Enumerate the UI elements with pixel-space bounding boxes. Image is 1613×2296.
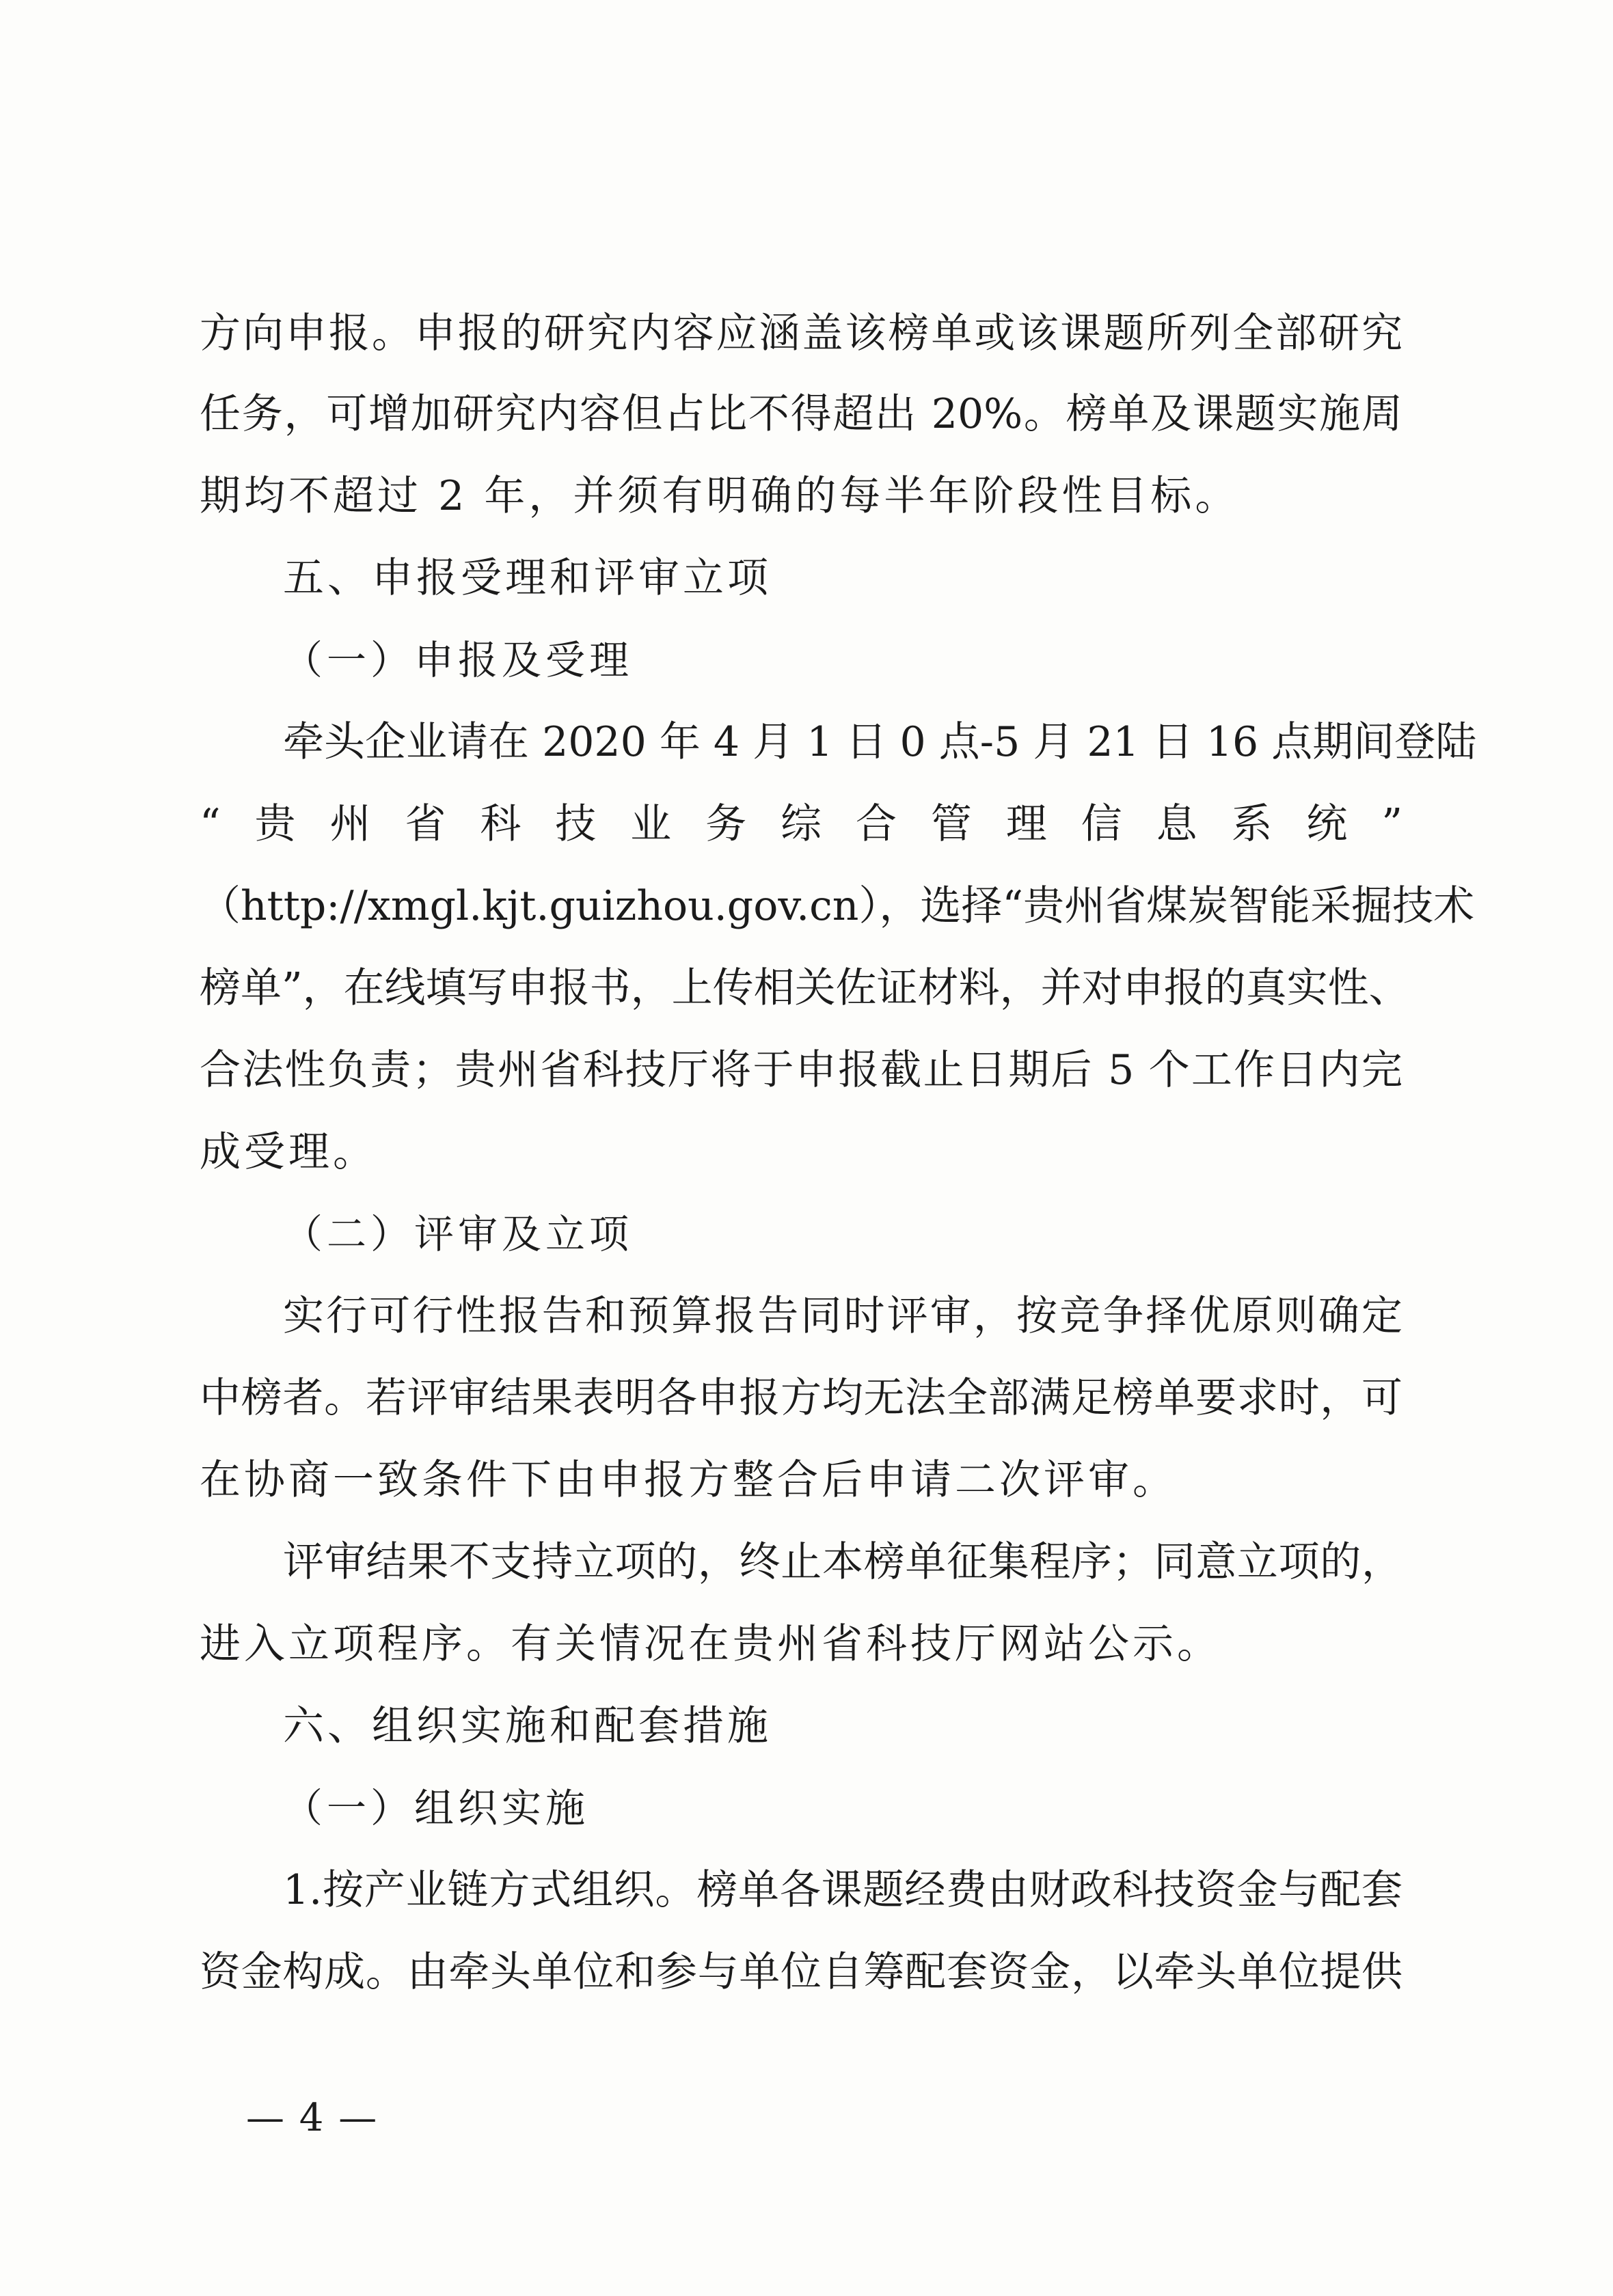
paragraph-line: 评审结果不支持立项的，终止本榜单征集程序；同意立项的， xyxy=(283,1538,1402,1586)
paragraph-line: （http://xmgl.kjt.guizhou.gov.cn），选择“贵州省煤炭智能采掘技术 xyxy=(200,882,1475,930)
subsection-heading: （二）评审及立项 xyxy=(283,1211,634,1257)
paragraph-line: 中榜者。若评审结果表明各申报方均无法全部满足榜单要求时，可 xyxy=(200,1374,1402,1422)
subsection-heading: （一）申报及受理 xyxy=(283,637,634,683)
paragraph-line: 合法性负责；贵州省科技厅将于申报截止日期后 5 个工作日内完 xyxy=(200,1046,1402,1094)
subsection-heading: （一）组织实施 xyxy=(283,1785,590,1831)
paragraph-line: 进入立项程序。有关情况在贵州省科技厅网站公示。 xyxy=(200,1620,1221,1668)
paragraph-line: 牵头企业请在 2020 年 4 月 1 日 0 点-5 月 21 日 16 点期间登陆 xyxy=(283,718,1477,766)
paragraph-line: “贵州省科技业务综合管理信息系统” xyxy=(200,800,1402,848)
section-heading: 五、申报受理和评审立项 xyxy=(283,554,772,602)
paragraph-line: 方向申报。申报的研究内容应涵盖该榜单或该课题所列全部研究 xyxy=(200,310,1402,357)
paragraph-line: 资金构成。由牵头单位和参与单位自筹配套资金，以牵头单位提供 xyxy=(200,1948,1402,1996)
page-number: — 4 — xyxy=(246,2096,379,2140)
section-heading: 六、组织实施和配套措施 xyxy=(283,1702,772,1750)
paragraph-line: 1.按产业链方式组织。榜单各课题经费由财政科技资金与配套 xyxy=(283,1866,1402,1914)
paragraph-line: 在协商一致条件下由申报方整合后申请二次评审。 xyxy=(200,1456,1177,1504)
paragraph-line: 期均不超过 2 年，并须有明确的每半年阶段性目标。 xyxy=(200,472,1240,520)
paragraph-line: 实行可行性报告和预算报告同时评审，按竞争择优原则确定 xyxy=(283,1292,1402,1340)
paragraph-line: 任务，可增加研究内容但占比不得超出 20%。榜单及课题实施周 xyxy=(200,390,1402,438)
paragraph-line: 成受理。 xyxy=(200,1128,377,1176)
paragraph-line: 榜单”，在线填写申报书，上传相关佐证材料，并对申报的真实性、 xyxy=(200,964,1410,1012)
